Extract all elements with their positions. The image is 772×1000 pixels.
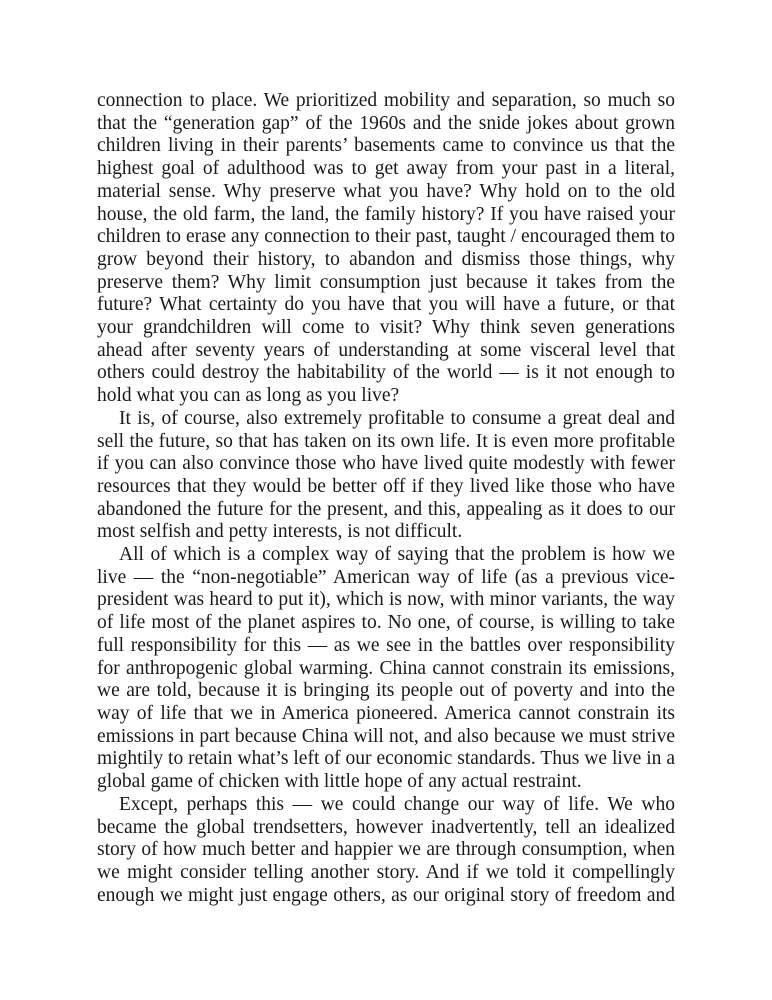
page-body [97,90,675,907]
paragraph-3: All of which is a complex way of saying that the problem is how we live — the “non-negotiable” American way of life (as a previous vice-president was heard to put it), which is now, with minor variants, the way of life most of the planet aspires to. No one, of course, is willing to take full responsibility for this — as we see in the battles over responsibility for anthropogenic global warming. China cannot constrain its emissions, we are told, because it is bringing its people out of poverty and into the way of life that we in America pioneered. America cannot constrain its emissions in part because China will not, and also because we must strive mightily to retain what’s left of our economic standards. Thus we live in a global game of chicken with little hope of any actual restraint. [97,544,675,793]
paragraph-4: Except, perhaps this — we could change our way of life. We who became the global trendsetters, however inadvertently, tell an idealized story of how much better and happier we are through consumption, when we might consider telling another story. And if we told it compellingly enough we might just engage others, as our original story of freedom and [97,793,675,906]
paragraph-1: connection to place. We prioritized mobility and separation, so much so that the “generation gap” of the 1960s and the snide jokes about grown children living in their parents’ basements came to convince us that the highest goal of adulthood was to get away from your past in a literal, material sense. Why preserve what you have? Why hold on to the old house, the old farm, the land, the family history? If you have raised your children to erase any connection to their past, taught / encouraged them to grow beyond their history, to abandon and dismiss those things, why preserve them? Why limit consumption just because it takes from the future? What certainty do you have that you will have a future, or that your grandchildren will come to visit? Why think seven generations ahead after seventy years of understanding at some visceral level that others could destroy the habitability of the world — is it not enough to hold what you can as long as you live? [97,90,675,407]
paragraph-2: It is, of course, also extremely profitable to consume a great deal and sell the future, so that has taken on its own life. It is even more profitable if you can also convince those who have lived quite modestly with fewer resources that they would be better off if they lived like those who have abandoned the future for the present, and this, appealing as it does to our most selfish and petty interests, is not difficult. [97,407,675,543]
